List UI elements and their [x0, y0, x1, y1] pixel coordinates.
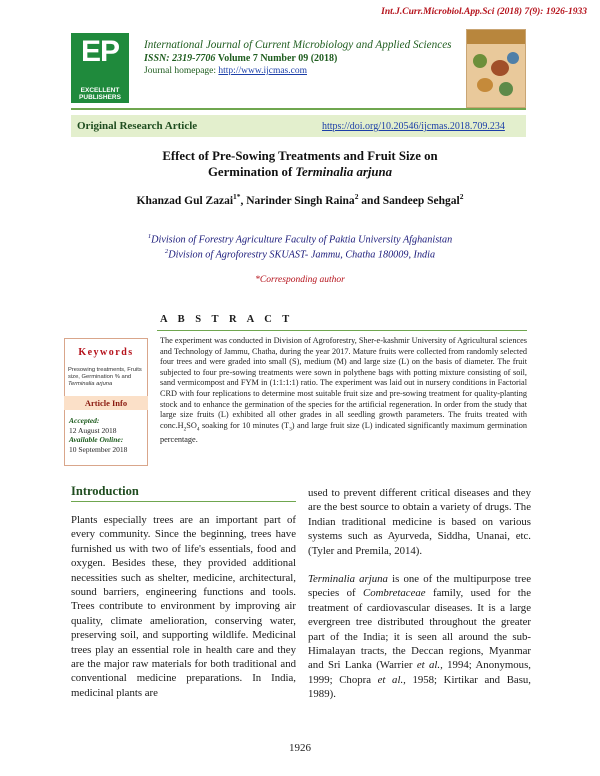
journal-cover-image — [466, 29, 526, 108]
affiliation-2: $^2$Division of Agroforestry SKUAST- Jammu, Chatha 180009, India — [164, 248, 436, 261]
paragraph: used to prevent different critical diseases and they are the best source to obtain a variety of drugs. The Indian traditional medicine is based on various systems such as Ayurveda, Siddha, Unanai, etc. (Tyler and Premila, 2014). — [308, 487, 531, 557]
accepted-label: Accepted: — [69, 416, 100, 425]
abstract-body: The experiment was conducted in Division of Agroforestry, Sher-e-kashmir University of Agricultural sciences and Technology of Jammu, Chatha, during the year 2017. Mature fruits were collected from randomly selected four trees and were graded into small (S), medium (M) and large size (L) on the basis of diameter. The fruit subjected to four pre-sowing treatments were sown in polythene bags with potting mixture consisting of soil, sand vermicompost and FYM in (1:1:1:1) ratio. The experiment was laid out in nursery conditions in Factorial CRD with four replications to determine most suitable fruit size and pre-sowing treatment for quality-planting stock and to enhance the germination of the species for the artificial regeneration. In order from the study that large size fruits (L) exhibited all other grades in all seedling growth parameters. The fruits treated with $conc.H_2SO_4$ soaking for 10 minutes $(T_3)$ and large fruit size (L) indicated significantly maximum germination percentage. — [160, 336, 527, 444]
author-name: Narinder Singh Raina — [246, 194, 355, 207]
logo-publisher-name: EXCELLENT PUBLISHERS — [79, 87, 121, 101]
journal-homepage — [144, 66, 464, 76]
homepage-link[interactable]: http://www.ijcmas.com — [218, 66, 307, 76]
keywords-list: Presowing treatments, Fruits size, Germination % and Terminalia arjuna — [68, 367, 142, 387]
paragraph: Plants especially trees are an important part of every community. Since the beginning, trees have furnished us with two of life's essentials, food and oxygen. Besides these, they provided additional necessities such as shelter, medicine, architectural, sound barriers, engineering functions and tools. Trees contribute to environment by improving air quality, climate amelioration, conserving water, preserving soil, and supporting wildlife. Medicinal trees play an essential role in health care and they are the major raw materials for both traditional and conventional medicine preparations. In India, medicinal plants are — [71, 514, 296, 699]
article-type: Original Research Article — [77, 120, 198, 132]
volume-number: Volume 7 Number 09 (2018) — [217, 53, 338, 64]
logo-mark: EP — [80, 35, 120, 68]
header-divider — [71, 108, 526, 110]
author-name: Khanzad Gul Zazai — [136, 194, 234, 207]
title-line-1: Effect of Pre-Sowing Treatments and Fruit Size on — [162, 149, 438, 163]
journal-title: International Journal of Current Microbiology and Applied Sciences — [144, 39, 452, 51]
article-info-dates — [69, 416, 149, 454]
page-number: 1926 — [289, 742, 311, 754]
affiliation-1: $^1$Division of Forestry Agriculture Faculty of Paktia University Afghanistan — [147, 233, 453, 246]
journal-citation: Int.J.Curr.Microbiol.App.Sci (2018) 7(9): 1926-1933 — [381, 7, 587, 17]
body-left-column — [71, 513, 296, 700]
body-right-column — [308, 486, 531, 702]
accepted-date: 12 August 2018 — [69, 425, 117, 435]
introduction-divider — [71, 501, 296, 502]
corresponding-author: *Corresponding author — [255, 275, 345, 285]
author-list: Khanzad Gul Zazai$^{1*}$, Narinder Singh Raina$^2$ and Sandeep Sehgal$^2$ — [136, 192, 464, 207]
doi-link[interactable]: https://doi.org/10.20546/ijcmas.2018.709.234 — [322, 121, 505, 132]
online-label: Available Online: — [69, 435, 124, 444]
online-date: 10 September 2018 — [69, 444, 128, 454]
article-info-heading: Article Info — [64, 396, 148, 410]
homepage-label: Journal homepage: — [144, 66, 219, 76]
article-title — [100, 148, 500, 180]
abstract-divider — [157, 330, 527, 331]
issn-number: ISSN: 2319-7706 — [144, 53, 216, 64]
paragraph: Terminalia arjuna is one of the multipurpose tree species of Combretaceae family, used for the treatment of cardiovascular diseases. It is a large evergreen tree distributed throughout the greater part of the India; it is seen all around the sub-Himalayan tracts, the Deccan regions, Myanmar and Sri Lanka (Warrier et al., 1994; Anonymous, 1999; Chopra et al., 1958; Kirtikar and Basu, 1989). — [308, 573, 531, 701]
publisher-logo — [71, 33, 129, 103]
introduction-heading: Introduction — [71, 484, 139, 498]
journal-issn — [144, 53, 464, 64]
abstract-heading: A B S T R A C T — [160, 314, 294, 325]
title-line-2: Germination of Terminalia arjuna — [207, 165, 393, 179]
keywords-heading: Keywords — [78, 347, 134, 358]
author-name: Sandeep Sehgal — [382, 194, 460, 207]
